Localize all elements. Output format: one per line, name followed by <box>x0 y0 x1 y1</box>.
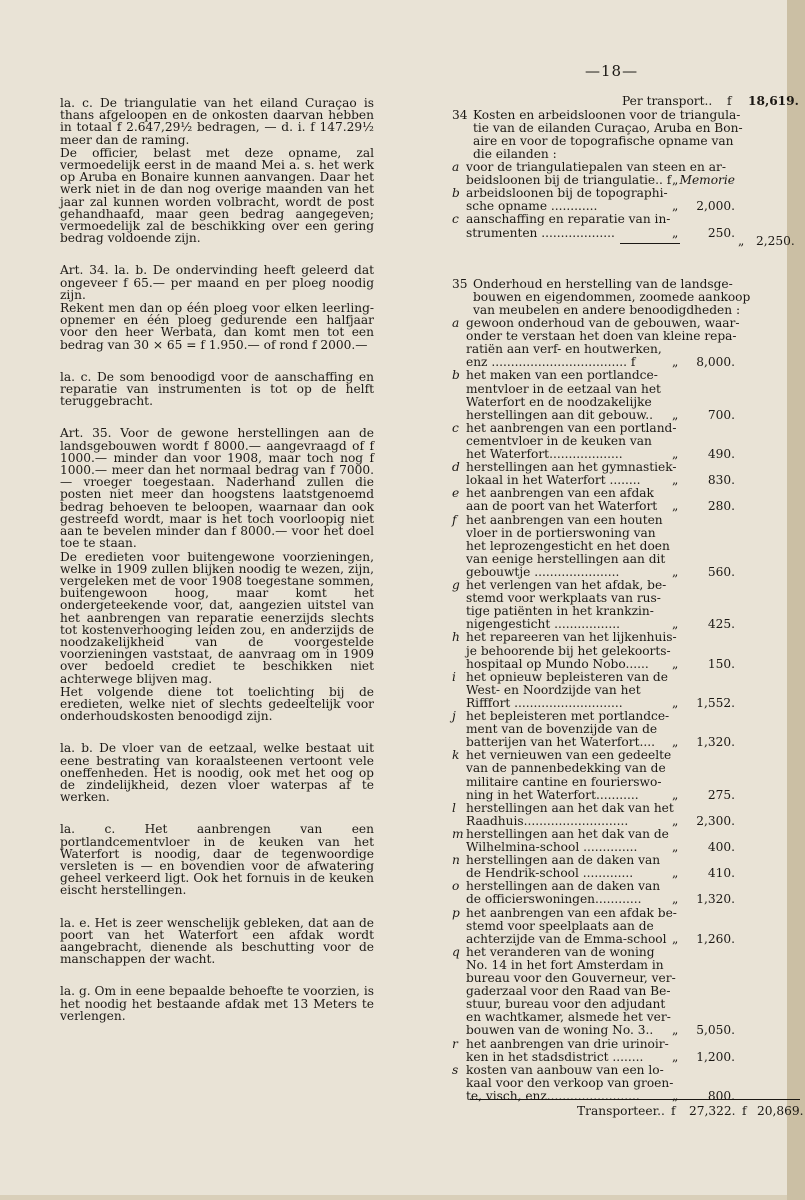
item-line: lokaal in het Waterfort ........ <box>466 473 641 488</box>
item-letter: b <box>452 186 460 201</box>
item-line: het vernieuwen van een gedeelte <box>466 748 672 763</box>
item-line: de officierswoningen............ <box>466 892 642 907</box>
item-line: gewoon onderhoud van de gebouwen, waar- <box>466 316 740 330</box>
item-amount: 1,320. <box>696 735 735 750</box>
item-line: herstellingen aan het dak van de <box>466 826 669 841</box>
left-paragraph: la. c. De triangulatie van het eiland Curaçao is thans afgeloopen en de onkosten daarvan hebben in totaal f 2.647,29½ bedragen, — d. i. f 147.29½ meer dan de raming. <box>60 96 374 147</box>
item-line: tige patiënten in het krankzin- <box>466 604 654 619</box>
article-35-number: 35 <box>452 277 468 291</box>
item-line: bureau voor den Gouverneur, ver- <box>466 971 676 985</box>
item-amount: 410. <box>707 866 735 881</box>
ditto-mark: „ <box>672 564 679 579</box>
item-amount: 275. <box>707 787 735 802</box>
item-line: mentvloer in de eetzaal van het <box>466 381 661 396</box>
item-line: hospitaal op Mundo Nobo...... <box>466 656 649 671</box>
item-amount: 5,050. <box>696 1023 735 1038</box>
ditto-mark: „ <box>672 1049 679 1064</box>
left-paragraph: la. c. Het aanbrengen van een portlandcementvloer in de keuken van het Waterfort is noodig, daar de tegenwoordige versleten is — en bovendien voor de afwatering geheel verkeerd ligt. Ook het fornuis in de keuken eischt herstellingen. <box>60 822 374 898</box>
article-35-line: Onderhoud en herstelling van de landsge- <box>473 277 733 291</box>
item-letter: o <box>452 879 460 894</box>
ditto-mark: „ <box>672 813 679 828</box>
item-line: het maken van een portlandce- <box>466 368 658 383</box>
subtotal-rule <box>620 243 680 244</box>
per-transport-label: Per transport.. <box>622 94 713 108</box>
page-number: —18— <box>585 62 639 80</box>
article-34-line: die eilanden : <box>473 147 557 161</box>
item-amount: 425. <box>707 617 735 632</box>
item-letter: m <box>452 826 464 841</box>
item-line: kaal voor den verkoop van groen- <box>466 1075 674 1090</box>
item-line: West- en Noordzijde van het <box>466 682 641 697</box>
item-line: en wachtkamer, alsmede het ver- <box>466 1010 671 1025</box>
ditto-mark: „ <box>672 931 679 946</box>
article-34-line: Kosten en arbeidsloonen voor de triangula- <box>473 108 741 122</box>
item-letter: s <box>452 1062 459 1077</box>
item-letter: c <box>452 420 459 435</box>
item-line: voor de triangulatiepalen van steen en ar- <box>466 160 726 174</box>
item-line: No. 14 in het fort Amsterdam in <box>466 957 664 972</box>
transporteer-currency: f <box>671 1104 676 1118</box>
transporteer-label: Transporteer.. <box>577 1104 665 1118</box>
article-35-line: van meubelen en andere benoodigdheden : <box>473 303 741 317</box>
item-line: Wilhelmina-school .............. <box>466 840 638 854</box>
item-line: het aanbrengen van een portland- <box>466 420 677 435</box>
item-line: arbeidsloonen bij de topographi- <box>466 186 668 201</box>
item-amount: 700. <box>707 407 735 422</box>
ditto-mark: „ <box>672 617 679 632</box>
item-line: ken in het stadsdistrict ........ <box>466 1049 644 1064</box>
item-letter: i <box>452 669 456 684</box>
transporteer-value: 27,322. <box>689 1104 736 1118</box>
article-34-line: tie van de eilanden Curaçao, Aruba en Bon- <box>473 121 743 135</box>
item-line: beidsloonen bij de triangulatie.. f <box>466 173 672 188</box>
item-line: het Waterfort................... <box>466 447 623 461</box>
ditto-mark: „ <box>672 840 679 854</box>
item-line: Waterfort en de noodzakelijke <box>466 394 652 409</box>
ditto-mark: „ <box>672 407 679 422</box>
article-34-total: 2,250. <box>756 234 795 248</box>
ditto-mark: „ <box>672 355 679 370</box>
item-line: ratiën aan verf- en houtwerken, <box>466 342 662 357</box>
item-line: aanschaffing en reparatie van in- <box>466 212 671 227</box>
item-line: het aanbrengen van drie urinoir- <box>466 1036 669 1051</box>
item-letter: a <box>452 316 460 330</box>
item-letter: e <box>452 486 460 501</box>
item-line: het leprozengesticht en het doen <box>466 538 670 553</box>
item-letter: f <box>452 512 457 527</box>
item-letter: j <box>452 709 456 723</box>
left-paragraph: la. b. De vloer van de eetzaal, welke bestaat uit eene bestrating van koraalsteenen vertoont vele oneffenheden. Het is noodig, ook met het oog op de zindelijkheid, dezen vloer waterpas af te werken. <box>60 741 374 805</box>
item-amount: 150. <box>707 656 735 671</box>
item-letter: p <box>452 905 460 920</box>
per-transport-currency: f <box>727 94 732 108</box>
ditto-mark: „ <box>672 225 679 240</box>
item-letter: b <box>452 368 460 383</box>
item-line: het aanbrengen van een afdak be- <box>466 905 677 920</box>
item-letter: k <box>452 748 460 763</box>
item-line: het repareeren van het lijkenhuis- <box>466 630 677 645</box>
left-paragraph: De officier, belast met deze opname, zal vermoedelijk eerst in de maand Mei a. s. het werk op Aruba en Bonaire kunnen aanvangen. Daar het werk niet in de dan nog overige maanden van het jaar zal kunnen worden volbracht, wordt de post gehandhaafd, maar geen bedrag aangegeven; vermoedelijk zal de beschikking over een gering bedrag voldoende zijn. <box>60 145 374 246</box>
item-line: Raadhuis........................... <box>466 813 629 828</box>
ditto-mark: „ <box>672 695 679 710</box>
item-line: kosten van aanbouw van een lo- <box>466 1062 664 1077</box>
item-line: enz ................................... f <box>466 355 636 370</box>
per-transport-value: 18,619. <box>748 94 799 108</box>
left-paragraph: Het volgende diene tot toelichting bij de eredieten, welke niet of slechts gedeeltelijk voor onderhoudskosten benoodigd zijn. <box>60 684 374 724</box>
item-line: Rifffort ............................ <box>466 695 623 710</box>
item-letter: r <box>452 1036 458 1051</box>
item-line: nigengesticht ................. <box>466 617 620 632</box>
item-line: van de pannenbedekking van de <box>466 761 666 776</box>
item-line: strumenten ................... <box>466 225 615 240</box>
left-paragraph: la. e. Het is zeer wenschelijk gebleken, dat aan de poort van het Waterfort een afdak wordt aangebracht, dienende als beschutting voor de manschappen der wacht. <box>60 915 374 967</box>
left-paragraph: la. g. Om in eene bepaalde behoefte te voorzien, is het noodig het bestaande afdak met 13 Meters te verlengen. <box>60 984 374 1023</box>
ditto-mark: „ <box>672 1023 679 1038</box>
item-line: cementvloer in de keuken van <box>466 433 652 448</box>
item-line: het aanbrengen van een afdak <box>466 486 654 501</box>
item-amount: 250. <box>707 225 735 240</box>
item-line: het aanbrengen van een houten <box>466 512 663 527</box>
ditto-mark: „ <box>672 447 679 461</box>
ditto-mark: „ <box>672 499 679 514</box>
item-line: sche opname ............ <box>466 199 598 214</box>
item-amount: 2,300. <box>696 813 735 828</box>
item-amount: 1,552. <box>696 695 735 710</box>
article-35-line: bouwen en eigendommen, zoomede aankoop <box>473 290 751 304</box>
item-amount: Memorie <box>679 173 735 188</box>
item-line: het veranderen van de woning <box>466 944 655 959</box>
item-line: onder te verstaan het doen van kleine repa- <box>466 329 737 344</box>
item-amount: 1,320. <box>696 892 735 907</box>
item-line: van eenige herstellingen aan dit <box>466 551 666 566</box>
ditto-mark: „ <box>672 173 679 188</box>
item-letter: g <box>452 578 460 592</box>
item-line: bouwen van de woning No. 3.. <box>466 1023 654 1038</box>
item-letter: l <box>452 800 456 815</box>
ditto-mark: „ <box>672 866 679 881</box>
transporteer-currency: f <box>742 1104 747 1118</box>
item-line: stuur, bureau voor den adjudant <box>466 997 666 1012</box>
item-amount: 2,000. <box>696 199 735 214</box>
item-line: herstellingen aan het gymnastiek- <box>466 460 677 475</box>
item-amount: 1,200. <box>696 1049 735 1064</box>
item-line: te, visch, enz........................ <box>466 1088 640 1103</box>
ditto-mark: „ <box>672 473 679 488</box>
item-line: achterzijde van de Emma-school <box>466 931 667 946</box>
item-line: de Hendrik-school ............. <box>466 866 634 881</box>
ditto-mark: „ <box>672 735 679 750</box>
item-line: aan de poort van het Waterfort <box>466 499 658 514</box>
item-amount: 280. <box>707 499 735 514</box>
item-line: militaire cantine en fourierswo- <box>466 774 662 789</box>
item-amount: 490. <box>707 447 735 461</box>
left-paragraph: Art. 34. la. b. De ondervinding heeft geleerd dat ongeveer f 65.— per maand en per ploeg noodig zijn. <box>60 263 374 302</box>
item-line: herstellingen aan de daken van <box>466 879 661 894</box>
left-paragraph: De eredieten voor buitengewone voorzieningen, welke in 1909 zullen blijken noodig te wezen, zijn, vergeleken met de voor 1908 toegestane sommen, buitengewoon hoog, maar komt het ondergeteekende voor, dat, aangezien uitstel van het aanbrengen van reparatie eenerzijds slechts tot kostenverhooging leiden zou, en anderzijds de noodzakelijkheid van de voorgestelde voorzieningen vaststaat, de aanvraag om in 1909 over bedoeld crediet te beschikken niet achterwege blijven mag. <box>60 549 374 686</box>
ditto-mark: „ <box>672 199 679 214</box>
item-line: ment van de bovenzijde van de <box>466 722 658 737</box>
article-34-number: 34 <box>452 108 468 122</box>
item-letter: a <box>452 160 460 174</box>
item-amount: 560. <box>707 564 735 579</box>
article-34-line: aire en voor de topografische opname van <box>473 134 734 148</box>
item-line: stemd voor speelplaats aan de <box>466 918 654 933</box>
item-line: je behoorende bij het gelekoorts- <box>466 643 671 658</box>
item-line: het bepleisteren met portlandce- <box>466 709 670 723</box>
item-letter: q <box>452 944 460 959</box>
ditto-mark: „ <box>672 656 679 671</box>
ditto-mark: „ <box>672 787 679 802</box>
ditto-mark: „ <box>672 1088 679 1103</box>
item-line: herstellingen aan de daken van <box>466 853 661 868</box>
item-letter: h <box>452 630 460 645</box>
item-amount: 400. <box>707 840 735 854</box>
item-line: herstellingen aan het dak van het <box>466 800 674 815</box>
item-line: het opnieuw bepleisteren van de <box>466 669 668 684</box>
item-letter: c <box>452 212 459 227</box>
transporteer-value: 20,869. <box>757 1104 804 1118</box>
item-amount: 1,260. <box>696 931 735 946</box>
item-line: gebouwtje ...................... <box>466 564 620 579</box>
item-line: herstellingen aan dit gebouw.. <box>466 407 653 422</box>
article-34-ditto: „ <box>738 234 745 248</box>
item-letter: d <box>452 460 460 475</box>
item-letter: n <box>452 853 460 868</box>
item-amount: 800. <box>707 1088 735 1103</box>
bottom-rule <box>470 1099 800 1100</box>
item-line: gaderzaal voor den Raad van Be- <box>466 984 671 999</box>
left-paragraph: Rekent men dan op één ploeg voor elken leerling-opnemer en één ploeg gedurende een halfjaar voor den heer Werbata, dan komt men tot een bedrag van 30 × 65 = f 1.950.— of rond f 2000.— <box>60 301 374 352</box>
ditto-mark: „ <box>672 892 679 907</box>
item-line: stemd voor werkplaats van rus- <box>466 591 661 606</box>
item-line: ning in het Waterfort........... <box>466 787 639 802</box>
left-paragraph: la. c. De som benoodigd voor de aanschaffing en reparatie van instrumenten is tot op de helft teruggebracht. <box>60 369 374 409</box>
left-paragraph: Art. 35. Voor de gewone herstellingen aan de landsgebouwen wordt f 8000.— aangevraagd of f 1000.— minder dan voor 1908, maar toch nog f 1000.— meer dan het normaal bedrag van f 7000.— vroeger toegestaan. Naderhand zullen die posten niet meer dan hoogstens laatstgenoemd bedrag behoeven te beloopen, waarnaar dan ook gestreefd wordt, maar is het toch voorloopig niet aan te bevelen minder dan f 8000.— voor het doel toe te staan. <box>60 426 374 551</box>
item-line: batterijen van het Waterfort.... <box>466 735 655 750</box>
item-amount: 830. <box>707 473 735 488</box>
item-line: het verlengen van het afdak, be- <box>466 578 667 592</box>
item-line: vloer in de portierswoning van <box>466 525 656 540</box>
item-amount: 8,000. <box>696 355 735 370</box>
